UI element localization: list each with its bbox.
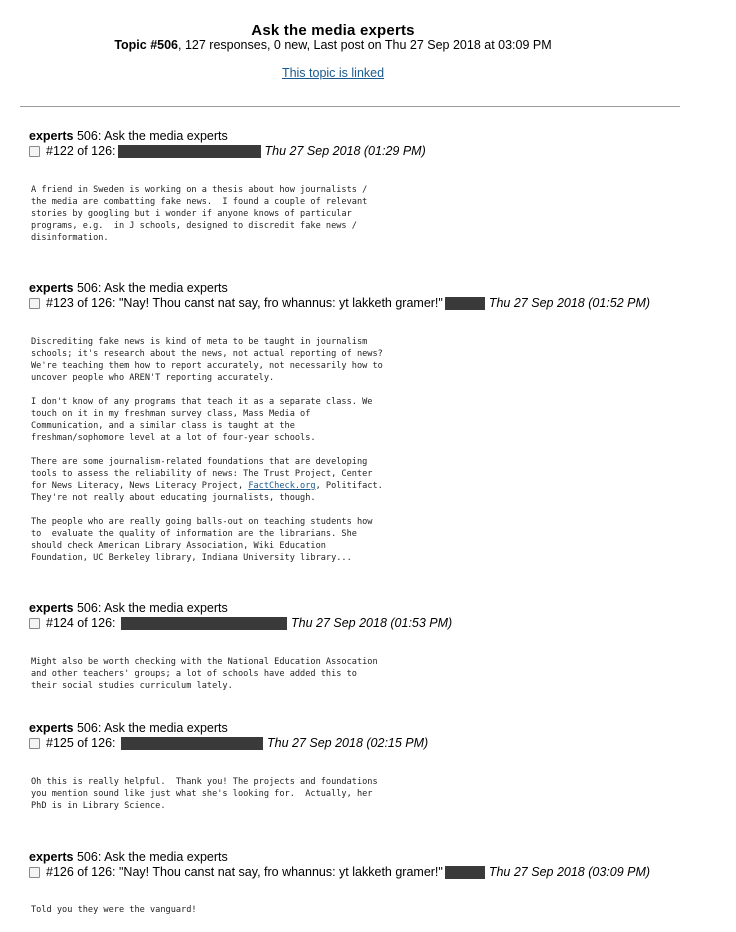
topic-number: Topic #506 xyxy=(114,38,179,52)
select-checkbox[interactable] xyxy=(29,618,40,629)
conference-name[interactable]: experts xyxy=(29,281,74,295)
redacted-author xyxy=(445,297,485,310)
conference-name[interactable]: experts xyxy=(29,129,74,143)
post-line xyxy=(29,616,729,631)
header-divider xyxy=(20,106,680,107)
post-124 xyxy=(29,601,729,631)
redacted-author xyxy=(445,866,485,879)
select-checkbox[interactable] xyxy=(29,298,40,309)
post-number[interactable]: #126 of 126: xyxy=(46,865,116,879)
post-date: Thu 27 Sep 2018 (01:53 PM) xyxy=(291,616,453,630)
post-date: Thu 27 Sep 2018 (01:52 PM) xyxy=(488,296,651,310)
post-122 xyxy=(29,129,729,159)
topic-stats xyxy=(0,38,666,52)
select-checkbox[interactable] xyxy=(29,738,40,749)
conference-name[interactable]: experts xyxy=(29,721,74,735)
post-number[interactable]: #122 of 126: xyxy=(46,144,116,158)
conference-name[interactable]: experts xyxy=(29,601,74,615)
post-heading xyxy=(29,281,729,296)
redacted-author xyxy=(118,145,261,158)
post-body-text: Discrediting fake news is kind of meta to be taught in journalism schools; it's research about the news, not actual reporting of news? We're teaching them how to report accurately, not necessarily how to uncover people who AREN'T reporting accurately. I don't know of any programs that teach it as a separate class. We touch on it in my freshman survey class, Mass Media of Communication, and a similar class is taught at the freshman/sophomore level at a lot of four-year schools. There are some journalism-related foundations that are developing tools to assess the reliability of news: The Trust Project, Center for News Literacy, News Literacy Project, xyxy=(31,337,383,491)
post-body: Oh this is really helpful. Thank you! The projects and foundations you mention sound like just what she's looking for. Actually, her PhD is in Library Science. xyxy=(31,777,378,811)
post-heading xyxy=(29,129,729,144)
conference-name[interactable]: experts xyxy=(29,850,74,864)
post-123 xyxy=(29,281,729,311)
post-line xyxy=(29,144,729,159)
post-number[interactable]: #123 of 126: xyxy=(46,296,116,310)
topic-ref[interactable]: 506: Ask the media experts xyxy=(76,850,228,864)
topic-ref[interactable]: 506: Ask the media experts xyxy=(76,601,228,615)
factcheck-link[interactable]: FactCheck.org xyxy=(248,481,316,491)
select-checkbox[interactable] xyxy=(29,867,40,878)
post-body xyxy=(31,336,383,564)
topic-linked-link[interactable]: This topic is linked xyxy=(281,66,385,80)
redacted-author xyxy=(121,617,287,630)
post-heading xyxy=(29,850,729,865)
select-checkbox[interactable] xyxy=(29,146,40,157)
post-126 xyxy=(29,850,729,880)
post-heading xyxy=(29,721,729,736)
post-body-text: , Politifact. They're not really about educating journalists, though. The people who are really going balls-out on teaching students how to evaluate the quality of information are the librarians. She should check American Library Association, Wiki Education Foundation, UC Berkeley library, Indiana University library... xyxy=(31,481,383,563)
post-author-quote: "Nay! Thou canst nat say, fro whannus: yt lakketh gramer!" xyxy=(119,296,443,310)
redacted-author xyxy=(121,737,263,750)
post-line xyxy=(29,736,729,751)
post-body: Told you they were the vanguard! xyxy=(31,905,197,915)
post-body: A friend in Sweden is working on a thesis about how journalists / the media are combatting fake news. I found a couple of relevant stories by googling but i wonder if anyone knows of particular programs, e.g. in J schools, designed to discredit fake news / disinformation. xyxy=(31,185,368,243)
topic-linked xyxy=(0,66,666,80)
post-line xyxy=(29,296,729,311)
post-date: Thu 27 Sep 2018 (02:15 PM) xyxy=(267,736,429,750)
post-author-quote: "Nay! Thou canst nat say, fro whannus: yt lakketh gramer!" xyxy=(119,865,443,879)
page-title: Ask the media experts xyxy=(251,22,415,39)
post-line xyxy=(29,865,729,880)
post-125 xyxy=(29,721,729,751)
post-date: Thu 27 Sep 2018 (03:09 PM) xyxy=(488,865,651,879)
post-date: Thu 27 Sep 2018 (01:29 PM) xyxy=(264,144,426,158)
topic-stats-text: , 127 responses, 0 new, Last post on Thu 27 Sep 2018 at 03:09 PM xyxy=(178,38,552,52)
topic-ref[interactable]: 506: Ask the media experts xyxy=(76,721,228,735)
post-body: Might also be worth checking with the National Education Assocation and other teachers' groups; a lot of schools have added this to their social studies curriculum lately. xyxy=(31,657,378,691)
post-number[interactable]: #125 of 126: xyxy=(46,736,116,750)
topic-ref[interactable]: 506: Ask the media experts xyxy=(76,281,228,295)
post-number[interactable]: #124 of 126: xyxy=(46,616,116,630)
topic-ref[interactable]: 506: Ask the media experts xyxy=(76,129,228,143)
post-heading xyxy=(29,601,729,616)
